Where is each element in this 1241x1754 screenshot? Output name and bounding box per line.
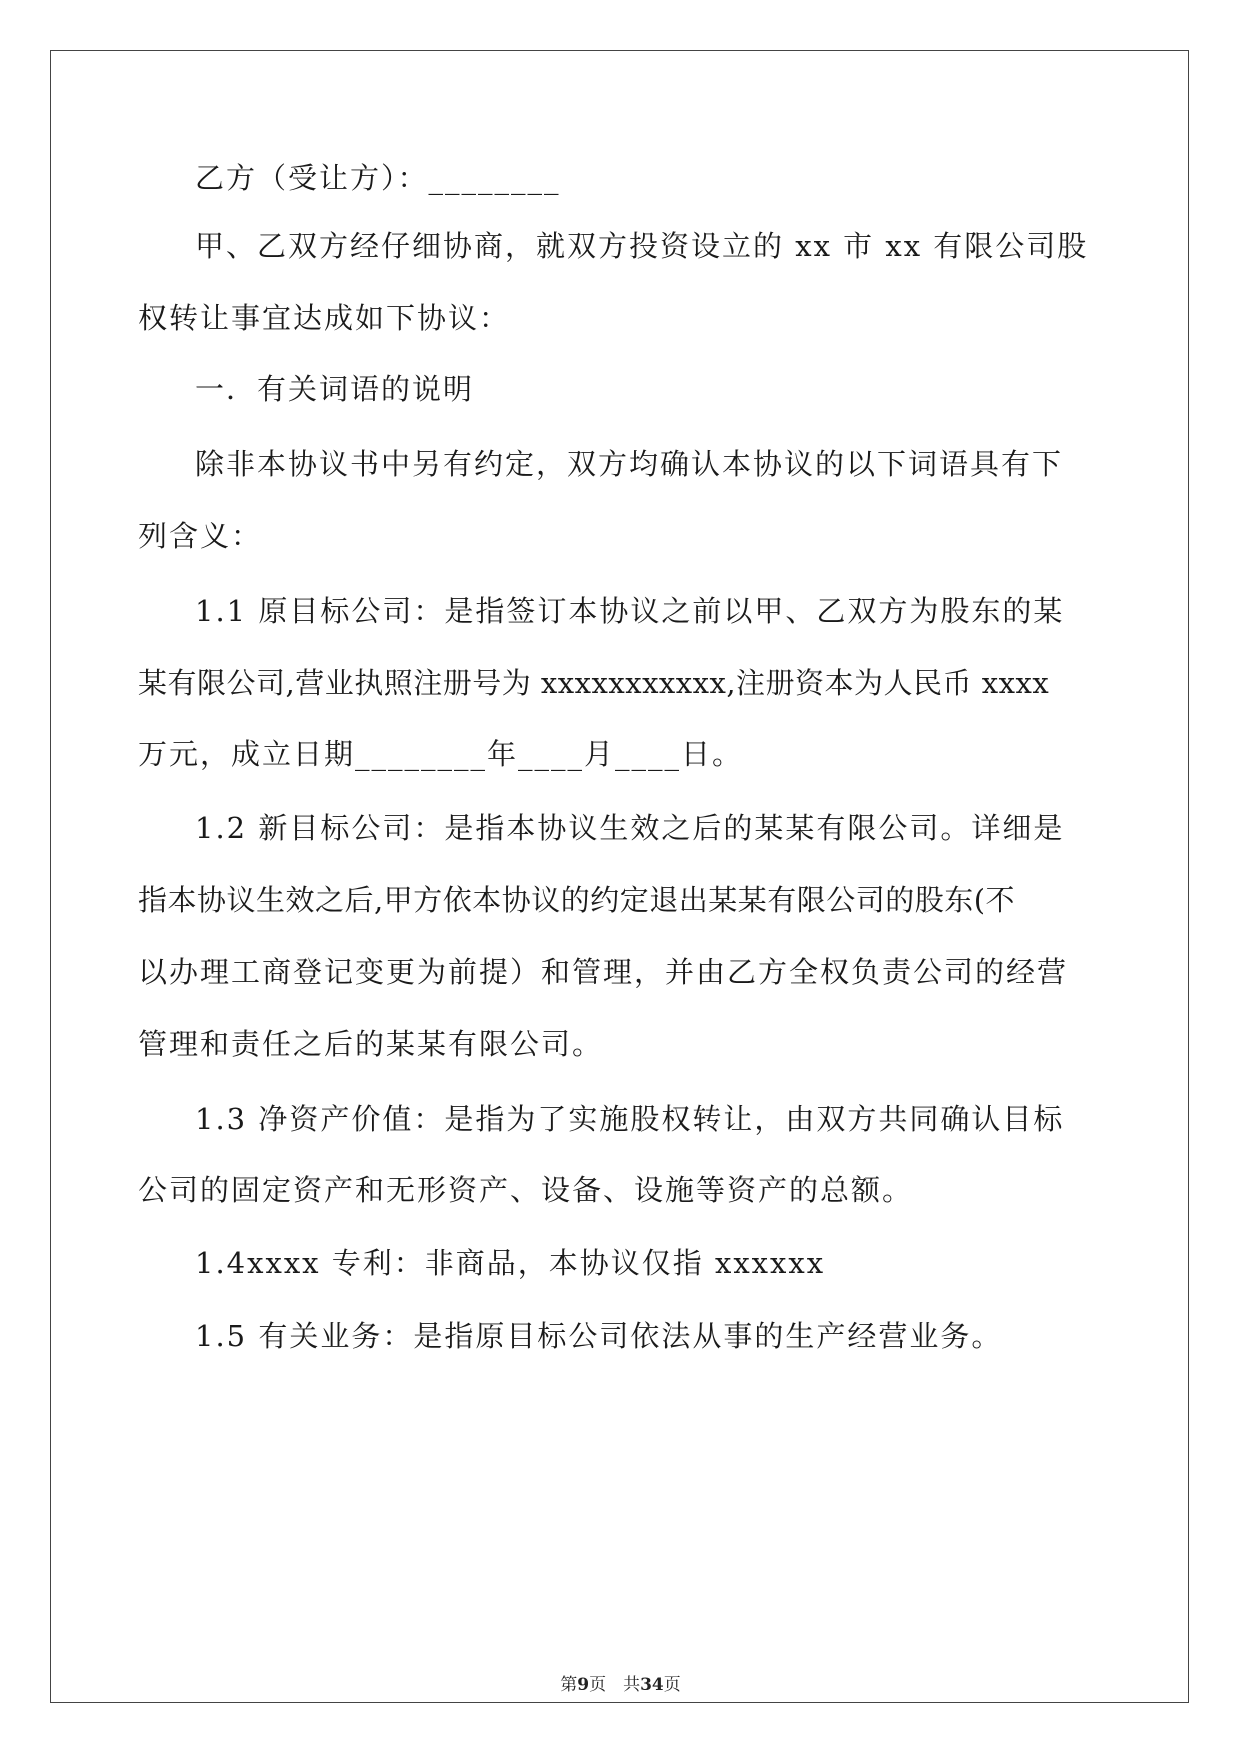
text-line: 权转让事宜达成如下协议： [138, 301, 511, 335]
total-pages: 34 [640, 1675, 664, 1695]
text-line: 指本协议生效之后,甲方依本协议的约定退出某某有限公司的股东(不 [138, 883, 1016, 917]
footer-prefix: 第 [560, 1675, 578, 1695]
text-line: 以办理工商登记变更为前提）和管理，并由乙方全权负责公司的经营 [138, 955, 1069, 989]
page-number: 9 [577, 1675, 590, 1695]
text-line: 某有限公司,营业执照注册号为 xxxxxxxxxxx,注册资本为人民币 xxxx [138, 666, 1050, 700]
text-line: 公司的固定资产和无形资产、设备、设施等资产的总额。 [138, 1173, 914, 1207]
text-line: 管理和责任之后的某某有限公司。 [138, 1027, 604, 1061]
text-line: 乙方（受让方）：________ [195, 161, 561, 195]
footer-suffix: 页 [663, 1675, 681, 1695]
text-line: 除非本协议书中另有约定，双方均确认本协议的以下词语具有下 [195, 447, 1064, 481]
text-line: 1.1 原目标公司：是指签订本协议之前以甲、乙双方为股东的某 [195, 594, 1065, 628]
text-line: 1.5 有关业务：是指原目标公司依法从事的生产经营业务。 [195, 1319, 1003, 1353]
text-line: 万元，成立日期________年____月____日。 [138, 737, 744, 771]
text-line: 列含义： [138, 519, 263, 553]
text-line: 1.4xxxx 专利：非商品，本协议仅指 xxxxxx [195, 1246, 826, 1280]
footer-mid: 页 共 [589, 1675, 641, 1695]
text-line: 一．有关词语的说明 [195, 372, 475, 406]
text-line: 1.2 新目标公司：是指本协议生效之后的某某有限公司。详细是 [195, 811, 1065, 845]
page-footer [0, 1670, 1241, 1695]
text-line: 甲、乙双方经仔细协商，就双方投资设立的 xx 市 xx 有限公司股 [195, 229, 1089, 263]
text-line: 1.3 净资产价值：是指为了实施股权转让，由双方共同确认目标 [195, 1102, 1065, 1136]
